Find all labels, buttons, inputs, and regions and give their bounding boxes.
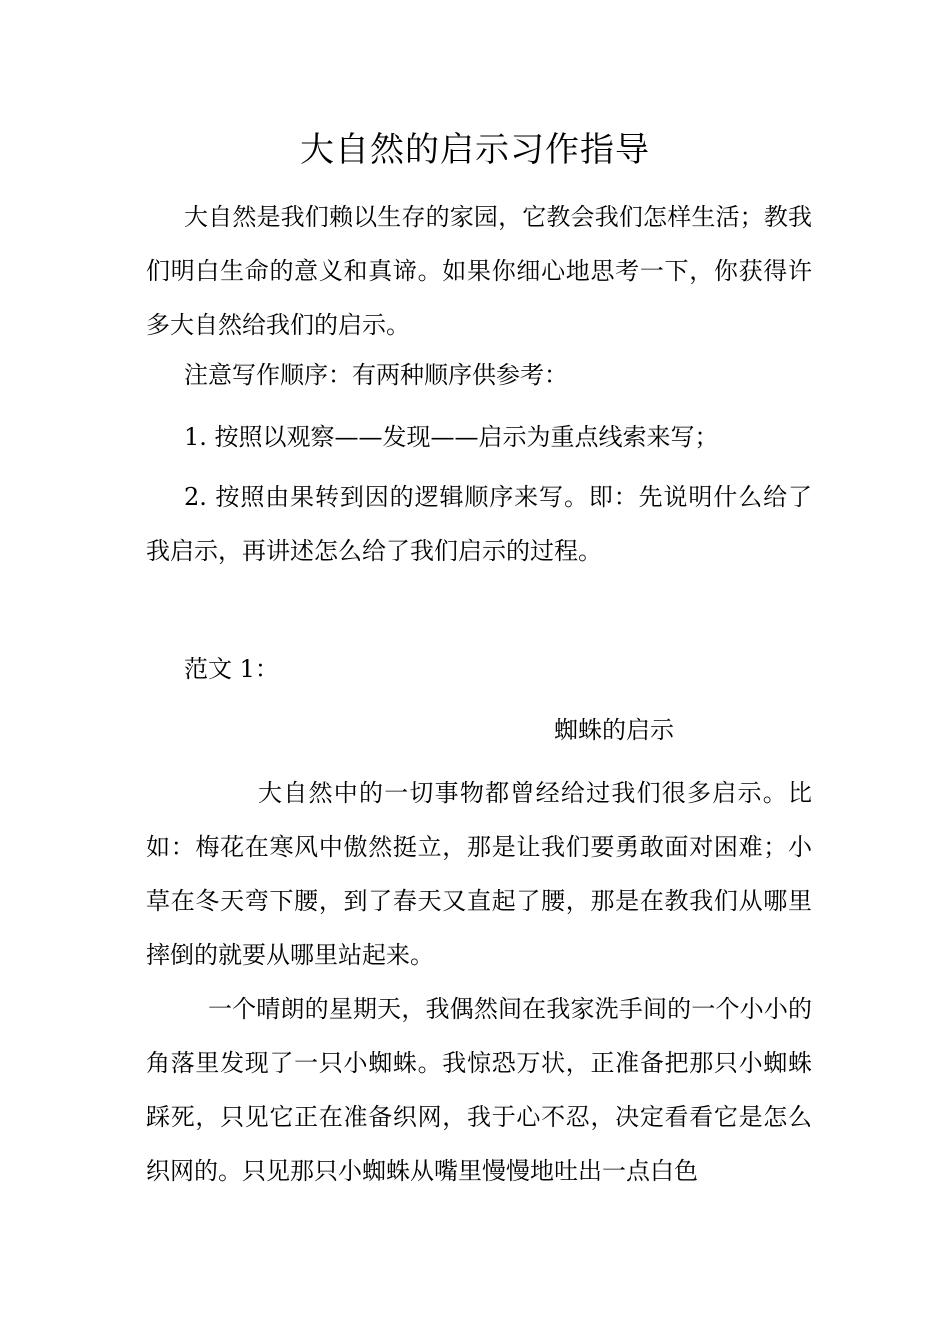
order-item-2: 2. 按照由果转到因的逻辑顺序来写。即：先说明什么给了我启示，再讲述怎么给了我们启示的过程。 [146,483,812,565]
writing-order-note: 注意写作顺序：有两种顺序供参考： [184,361,568,389]
sample-paragraph-2: 一个晴朗的星期天，我偶然间在我家洗手间的一个小小的角落里发现了一只小蜘蛛。我惊恐万状，正准备把那只小蜘蛛踩死，只见它正在准备织网，我于心不忍，决定看看它是怎么织网的。只见那只小蜘蛛从嘴里慢慢地吐出一点白色 [146,995,812,1185]
sample-essay-label: 范文 1： [184,655,279,683]
intro-paragraph: 大自然是我们赖以生存的家园，它教会我们怎样生活；教我们明白生命的意义和真谛。如果你细心地思考一下，你获得许多大自然给我们的启示。 [146,203,812,339]
sample-essay-title: 蜘蛛的启示 [554,716,674,744]
order-item-1: 1. 按照以观察——发现——启示为重点线索来写； [184,423,719,451]
document-title: 大自然的启示习作指导 [300,130,650,170]
sample-paragraph-1: 大自然中的一切事物都曾经给过我们很多启示。比如：梅花在寒风中傲然挺立，那是让我们要勇敢面对困难；小草在冬天弯下腰，到了春天又直起了腰，那是在教我们从哪里摔倒的就要从哪里站起来。 [146,779,812,969]
